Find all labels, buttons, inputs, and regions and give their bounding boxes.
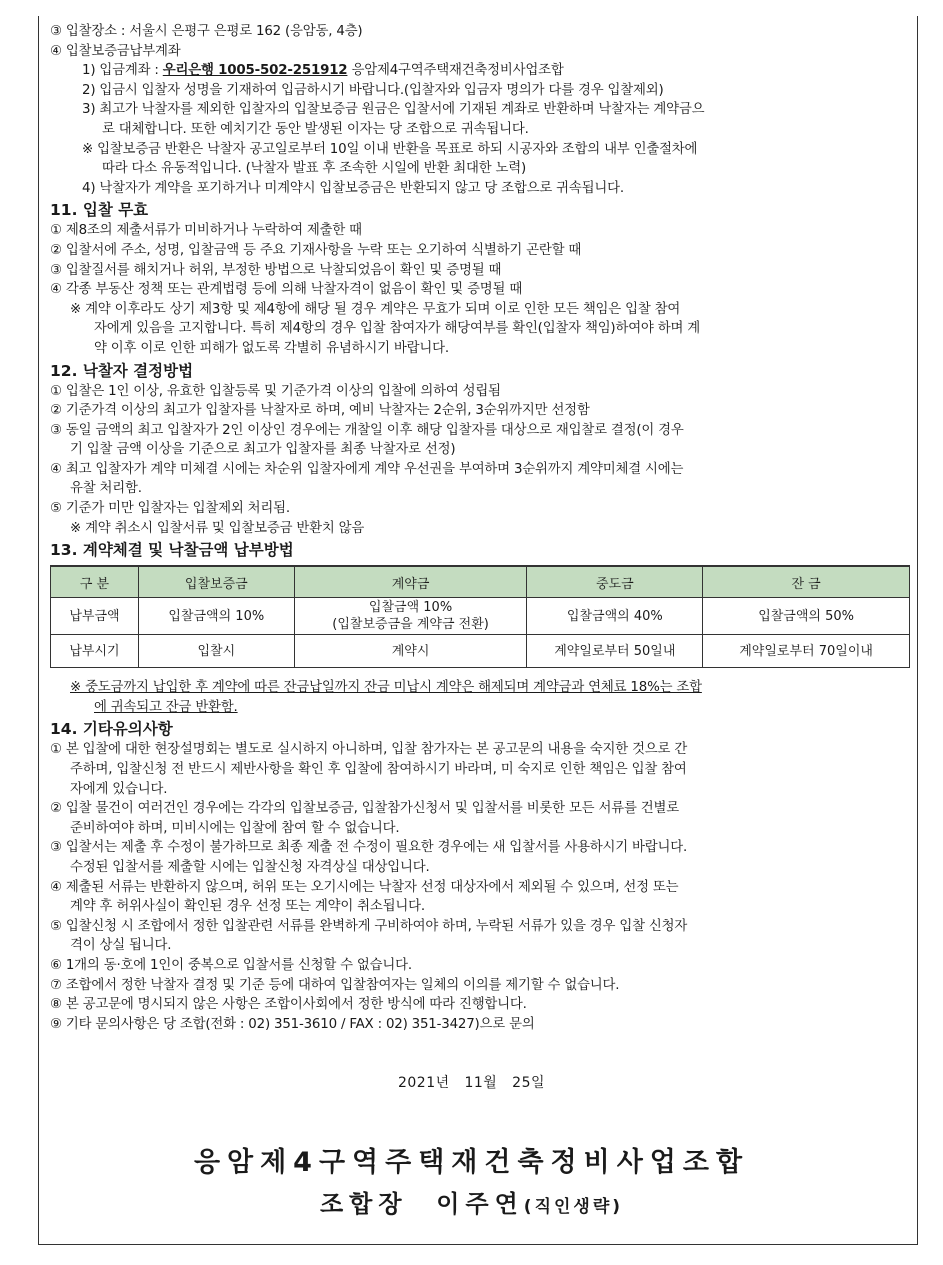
table-header: 계약금 bbox=[294, 566, 527, 598]
decision-item: 유찰 처리함. bbox=[70, 481, 142, 497]
table-header: 구 분 bbox=[51, 566, 139, 598]
payment-table bbox=[50, 565, 910, 668]
invalid-item: ③ 입찰질서를 해치거나 허위, 부정한 방법으로 낙찰되었음이 확인 및 증명될 때 bbox=[50, 262, 502, 278]
notice-item: 격이 상실 됩니다. bbox=[70, 938, 172, 954]
chief-line bbox=[0, 1184, 943, 1219]
invalid-note: ※ 계약 이후라도 상기 제3항 및 제4항에 해당 될 경우 계약은 무효가 되며 이로 인한 모든 책임은 입찰 참여 bbox=[70, 301, 681, 317]
invalid-note: 약 이후 이로 인한 피해가 없도록 각별히 유념하시기 바랍니다. bbox=[94, 340, 449, 356]
notice-item: 자에게 있습니다. bbox=[70, 781, 168, 797]
deposit-line: 로 대체합니다. 또한 예치기간 동안 발생된 이자는 당 조합으로 귀속됩니다. bbox=[102, 121, 529, 137]
payment-note: 에 귀속되고 잔금 반환함. bbox=[94, 699, 238, 715]
notice-item: ⑥ 1개의 동·호에 1인이 중복으로 입찰서를 신청할 수 없습니다. bbox=[50, 957, 412, 973]
decision-item: ② 기준가격 이상의 최고가 입찰자를 낙찰자로 하며, 예비 낙찰자는 2순위, 3순위까지만 선정함 bbox=[50, 403, 590, 419]
deposit-note: 따라 다소 유동적입니다. (낙찰자 발표 후 조속한 시일에 반환 최대한 노력) bbox=[102, 161, 526, 177]
seal-omitted: (직인생략) bbox=[523, 1197, 624, 1217]
deposit-line: 2) 입금시 입찰자 성명을 기재하여 입금하시기 바랍니다.(입찰자와 입금자 명의가 다를 경우 입찰제외) bbox=[82, 82, 664, 98]
contact-item: ⑨ 기타 문의사항은 당 조합(전화 : 02) 351-3610 / FAX : 02) 351-3427)으로 문의 bbox=[50, 1016, 535, 1032]
table-cell: 입찰시 bbox=[138, 635, 294, 668]
deposit-account-heading: ④ 입찰보증금납부계좌 bbox=[50, 43, 181, 59]
table-cell: 계약일로부터 50일내 bbox=[527, 635, 703, 668]
payment-note: ※ 중도금까지 납입한 후 계약에 따른 잔금납일까지 잔금 미납시 계약은 해제되며 계약금과 연체료 18%는 조합 bbox=[70, 680, 702, 696]
section-title-12: 12. 낙찰자 결정방법 bbox=[50, 361, 194, 380]
decision-item: ⑤ 기준가 미만 입찰자는 입찰제외 처리됨. bbox=[50, 501, 290, 517]
notice-body bbox=[50, 22, 912, 1034]
section-title-11: 11. 입찰 무효 bbox=[50, 201, 149, 220]
deposit-note: ※ 입찰보증금 반환은 낙찰자 공고일로부터 10일 이내 반환을 목표로 하되 시공자와 조합의 내부 인출절차에 bbox=[82, 141, 698, 157]
chief-name: 조합장 이주연 bbox=[319, 1190, 524, 1218]
bank-account-number: 우리은행 1005-502-251912 bbox=[162, 63, 348, 79]
notice-item: 주하며, 입찰신청 전 반드시 제반사항을 확인 후 입찰에 참여하시기 바라며, 미 숙지로 인한 책임은 입찰 참여 bbox=[70, 762, 687, 778]
section-title-14: 14. 기타유의사항 bbox=[50, 720, 173, 739]
organization-name: 응암제4구역주택재건축정비사업조합 bbox=[193, 1147, 750, 1178]
invalid-item: ① 제8조의 제출서류가 미비하거나 누락하여 제출한 때 bbox=[50, 223, 362, 239]
section-title-13: 13. 계약체결 및 낙찰금액 납부방법 bbox=[50, 541, 294, 560]
invalid-note: 자에게 있음을 고지합니다. 특히 제4항의 경우 입찰 참여자가 해당여부를 확인(입찰자 책임)하여야 하며 계 bbox=[94, 321, 700, 337]
table-cell: 계약일로부터 70일이내 bbox=[703, 635, 910, 668]
notice-item: 수정된 입찰서를 제출할 시에는 입찰신청 자격상실 대상입니다. bbox=[70, 860, 430, 875]
notice-item: ⑧ 본 공고문에 명시되지 않은 사항은 조합이사회에서 정한 방식에 따라 진행합니다. bbox=[50, 997, 527, 1013]
table-row bbox=[51, 598, 910, 635]
decision-item: ③ 동일 금액의 최고 입찰자가 2인 이상인 경우에는 개찰일 이후 해당 입찰자를 대상으로 재입찰로 결정(이 경우 bbox=[50, 422, 684, 438]
notice-item: ④ 제출된 서류는 반환하지 않으며, 허위 또는 오기시에는 낙찰자 선정 대상자에서 제외될 수 있으며, 선정 또는 bbox=[50, 879, 679, 895]
table-cell: 입찰금액 10% (입찰보증금을 계약금 전환) bbox=[294, 598, 527, 635]
notice-item: ③ 입찰서는 제출 후 수정이 불가하므로 최종 제출 전 수정이 필요한 경우에는 새 입찰서를 사용하시기 바랍니다. bbox=[50, 840, 688, 856]
notice-item: 계약 후 허위사실이 확인된 경우 선정 또는 계약이 취소됩니다. bbox=[70, 899, 425, 915]
table-cell: 입찰금액의 50% bbox=[703, 598, 910, 635]
deposit-line: 3) 최고가 낙찰자를 제외한 입찰자의 입찰보증금 원금은 입찰서에 기재된 계좌로 반환하며 낙찰자는 계약금으 bbox=[82, 102, 705, 118]
deposit-account-line: 1) 입금계좌 : 우리은행 1005-502-251912 응암제4구역주택재건축정비사업조합 bbox=[82, 63, 564, 79]
notice-item: ① 본 입찰에 대한 현장설명회는 별도로 실시하지 아니하며, 입찰 참가자는 본 공고문의 내용을 숙지한 것으로 간 bbox=[50, 742, 688, 758]
notice-item: 준비하여야 하며, 미비시에는 입찰에 참여 할 수 없습니다. bbox=[70, 820, 400, 836]
table-header: 입찰보증금 bbox=[138, 566, 294, 598]
table-cell: 납부시기 bbox=[51, 635, 139, 668]
decision-item: ① 입찰은 1인 이상, 유효한 입찰등록 및 기준가격 이상의 입찰에 의하여 성립됨 bbox=[50, 383, 501, 399]
bid-place: ③ 입찰장소 : 서울시 은평구 은평로 162 (응암동, 4층) bbox=[50, 24, 363, 39]
decision-item: ④ 최고 입찰자가 계약 미체결 시에는 차순위 입찰자에게 계약 우선권을 부여하며 3순위까지 계약미체결 시에는 bbox=[50, 461, 684, 477]
table-cell: 납부금액 bbox=[51, 598, 139, 635]
table-cell: 입찰금액의 40% bbox=[527, 598, 703, 635]
table-header-row bbox=[51, 566, 910, 598]
invalid-item: ② 입찰서에 주소, 성명, 입찰금액 등 주요 기재사항을 누락 또는 오기하여 식별하기 곤란할 때 bbox=[50, 242, 582, 258]
decision-item: 기 입찰 금액 이상을 기준으로 최고가 입찰자를 최종 낙찰자로 선정) bbox=[70, 442, 456, 458]
table-header: 중도금 bbox=[527, 566, 703, 598]
notice-item: ② 입찰 물건이 여러건인 경우에는 각각의 입찰보증금, 입찰참가신청서 및 입찰서를 비롯한 모든 서류를 건별로 bbox=[50, 801, 679, 817]
decision-note: ※ 계약 취소시 입찰서류 및 입찰보증금 반환치 않음 bbox=[70, 520, 365, 536]
notice-date: 2021년 11월 25일 bbox=[397, 1075, 546, 1091]
table-row bbox=[51, 635, 910, 668]
table-cell: 입찰금액의 10% bbox=[138, 598, 294, 635]
notice-item: ⑦ 조합에서 정한 낙찰자 결정 및 기준 등에 대하여 입찰참여자는 일체의 이의를 제기할 수 없습니다. bbox=[50, 977, 620, 993]
table-cell: 계약시 bbox=[294, 635, 527, 668]
invalid-item: ④ 각종 부동산 정책 또는 관계법령 등에 의해 낙찰자격이 없음이 확인 및 증명될 때 bbox=[50, 282, 523, 298]
deposit-line: 4) 낙찰자가 계약을 포기하거나 미계약시 입찰보증금은 반환되지 않고 당 조합으로 귀속됩니다. bbox=[82, 180, 624, 196]
notice-item: ⑤ 입찰신청 시 조합에서 정한 입찰관련 서류를 완벽하게 구비하여야 하며, 누락된 서류가 있을 경우 입찰 신청자 bbox=[50, 918, 688, 934]
table-header: 잔 금 bbox=[703, 566, 910, 598]
